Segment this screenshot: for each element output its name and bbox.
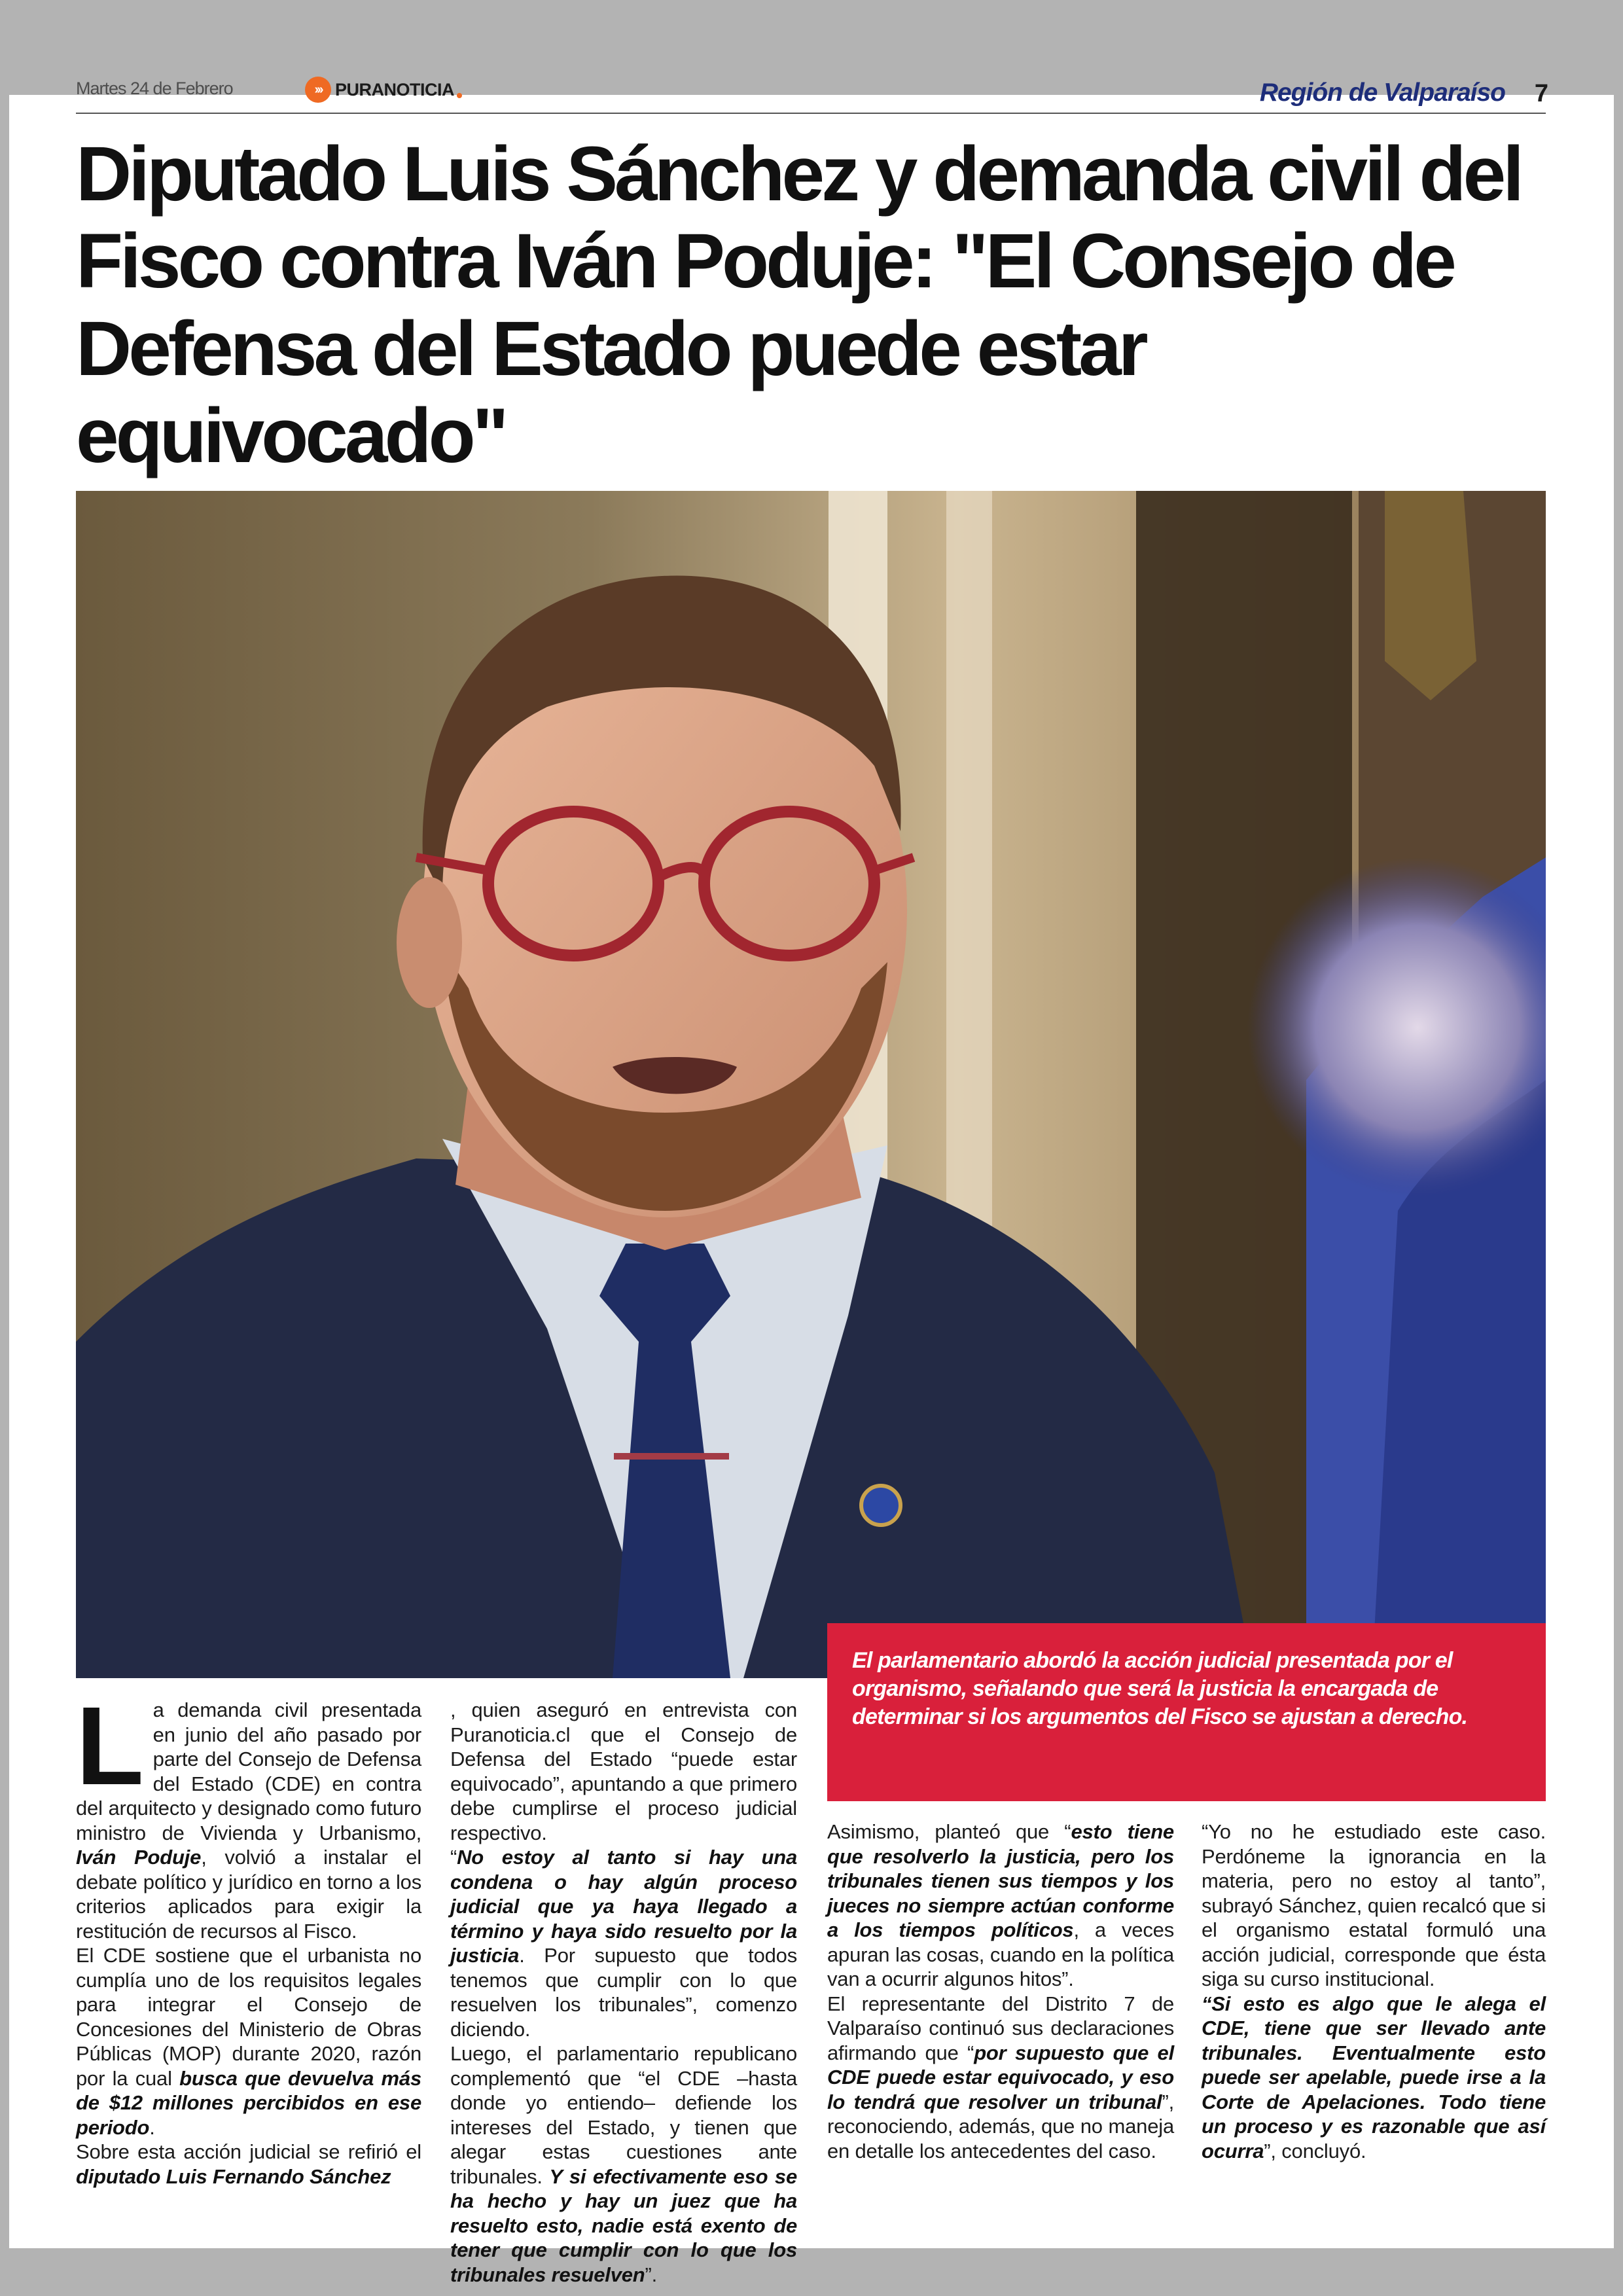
bold-quote: No estoy al tanto si hay una condena o hay algún proceso judicial que ya haya llegado a término y haya sido resuelto por la justicia (450, 1846, 797, 1967)
article-column-4 (1202, 1820, 1546, 2163)
text-run: a demanda civil presentada en junio del año pasado por parte del Consejo de Defensa del Estado (CDE) en contra del arquitecto y designado como futuro ministro de Vivienda y Urbanismo, (76, 1698, 421, 1844)
photo-caption: El parlamentario abordó la acción judicial presentada por el organismo, señalando que será la justicia la encargada de determinar si los argumentos del Fisco se ajustan a derecho. (827, 1623, 1546, 1801)
bold-phrase: busca que devuelva más de $12 millones percibidos en ese periodo (76, 2066, 421, 2139)
puranoticia-logo (305, 77, 462, 103)
section-title: Región de Valparaíso (1259, 79, 1505, 107)
text-run: . (149, 2115, 155, 2139)
bold-quote: Y si efectivamente eso se ha hecho y hay un juez que ha resuelto esto, nadie está exento de tener que cumplir con lo que los tribunales resuelven (450, 2164, 797, 2286)
article-column-2 (450, 1698, 797, 2287)
paragraph-1 (76, 1684, 421, 1943)
article-photo (76, 491, 1546, 1678)
page-number: 7 (1534, 80, 1548, 107)
bold-quote: por supuesto que el CDE puede estar equivocado, y eso lo tendrá que resolver un tribunal (827, 2041, 1175, 2113)
header-date: Martes 24 de Febrero (76, 79, 233, 98)
logo-dot-icon (457, 93, 462, 98)
paragraph-2 (76, 1943, 421, 2140)
text-run: , a veces apuran las cosas, cuando en la política van a ocurrir algunos hitos”. (827, 1918, 1174, 1990)
paragraph-5 (450, 2041, 797, 2287)
drop-cap: L (76, 1684, 144, 1808)
paragraph-4 (450, 1845, 797, 2041)
paragraph-3-end (450, 1698, 797, 1845)
text-run: Sobre esta acción judicial se refirió el (76, 2140, 421, 2163)
bold-quote: esto tiene que resolverlo la justicia, pero los tribunales tienen sus tiempos y los jueces no siempre actúan conforme a los tiempos políticos (827, 1820, 1174, 1941)
article-column-3 (827, 1820, 1174, 2163)
paragraph-9 (1202, 1992, 1546, 2164)
text-run: , volvió a instalar el debate político y jurídico en torno a los criterios aplicados para exigir la restitución de recursos al Fisco. (76, 1846, 421, 1943)
play-arrows-icon: ››› (305, 77, 331, 103)
bold-quote: “Si esto es algo que le alega el CDE, tiene que ser llevado ante tribunales. Eventualmente esto puede ser apelable, puede irse a la Corte de Apelaciones. Todo tiene un proceso y es razonable que así ocurra (1202, 1992, 1546, 2162)
logo-text: PURANOTICIA (335, 79, 454, 99)
paragraph-7 (827, 1992, 1174, 2164)
text-run: . Por supuesto que todos tenemos que cumplir con lo que resuelven los tribunales”, comenzo diciendo. (450, 1944, 797, 2041)
text-run: ”, concluyó. (1264, 2139, 1366, 2162)
text-run: ”. (645, 2263, 658, 2286)
text-run: , quien aseguró en entrevista con Puranoticia.cl que el Consejo de Defensa del Estado “puede estar equivocado”, apuntando a que primero debe cumplirse el proceso judicial respectivo. (450, 1698, 797, 1844)
headline: Diputado Luis Sánchez y demanda civil del Fisco contra Iván Poduje: "El Consejo de Defensa del Estado puede estar equivocado" (76, 131, 1522, 479)
text-run: “Yo no he estudiado este caso. Perdóneme la ignorancia en la materia, pero no estoy al tanto”, subrayó Sánchez, quien recalcó que si el organismo estatal formuló una acción judicial, corresponde que ésta siga su curso institucional. (1202, 1820, 1546, 1990)
text-run: “ (450, 1846, 457, 1869)
header-divider (76, 113, 1546, 114)
paragraph-8 (1202, 1820, 1546, 1992)
paragraph-3-start (76, 2140, 421, 2189)
paragraph-6 (827, 1820, 1174, 1992)
text-run: Luego, el parlamentario republicano complementó que “el CDE –hasta donde yo entiendo– defiende los intereses del Estado, y tienen que alegar estas cuestiones ante tribunales. (450, 2042, 797, 2188)
bold-name: Iván Poduje (76, 1846, 202, 1869)
bold-name: diputado Luis Fernando Sánchez (76, 2164, 391, 2188)
text-run: Asimismo, planteó que “ (827, 1820, 1071, 1843)
article-column-1 (76, 1684, 421, 2189)
text-run: El CDE sostiene que el urbanista no cumplía uno de los requisitos legales para integrar el Consejo de Concesiones del Ministerio de Obras Públicas (MOP) durante 2020, razón por la cual (76, 1944, 421, 2090)
text-run: ”, reconociendo, además, que no maneja en detalle los antecedentes del caso. (827, 2090, 1174, 2162)
text-run: El representante del Distrito 7 de Valparaíso continuó sus declaraciones afirmando que “ (827, 1992, 1174, 2064)
